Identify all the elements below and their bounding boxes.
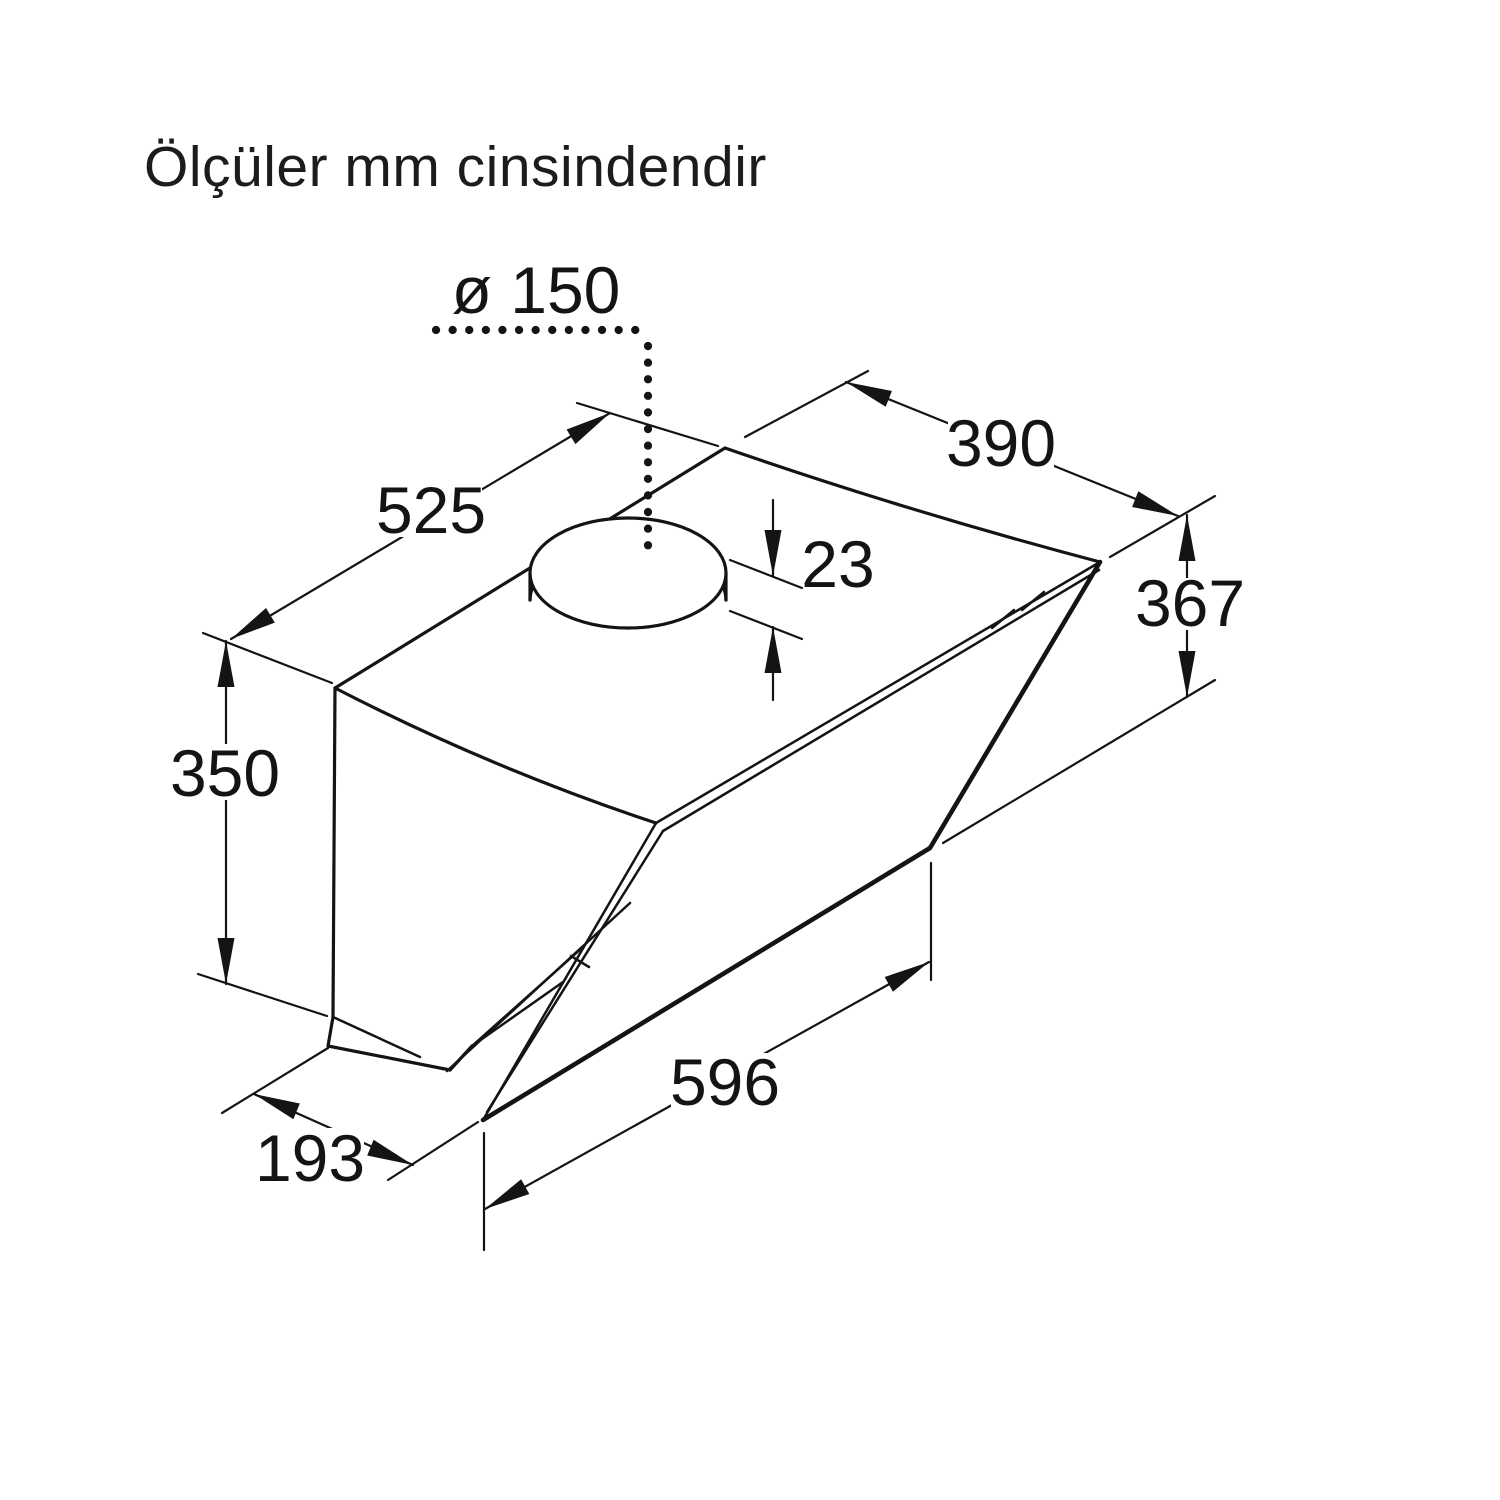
label-panel-width: 596	[669, 1045, 781, 1119]
arrow-350-top	[218, 641, 235, 687]
arrow-390-left	[846, 382, 892, 407]
arrow-596-right	[885, 962, 929, 992]
top-face-front-edge	[335, 688, 656, 823]
ext-rear-corner-for-390	[745, 371, 868, 437]
label-panel-drop: 367	[1134, 566, 1246, 640]
label-body-height: 350	[169, 736, 281, 810]
glass-front-panel	[483, 562, 1100, 1120]
arrow-367-top	[1179, 515, 1196, 561]
body-left-edge	[333, 688, 335, 1017]
hinge-tick-2	[1022, 592, 1044, 610]
glass-right-bottom-edge	[483, 562, 1100, 1120]
ext-glass-tip-diagonal	[388, 1122, 478, 1180]
duct-collar	[530, 518, 726, 628]
page-title: Ölçüler mm cinsindendir	[144, 135, 767, 199]
arrow-23-bottom	[765, 627, 782, 673]
arrow-596-left	[485, 1179, 529, 1209]
arrow-525-left	[231, 608, 275, 639]
glass-left-edge-inner	[487, 831, 663, 1112]
arrow-193-left	[254, 1094, 300, 1119]
arrow-23-top	[765, 530, 782, 576]
ext-collar-bottom	[730, 611, 802, 639]
arrow-390-right	[1132, 491, 1178, 516]
label-bottom-depth: 193	[254, 1121, 366, 1195]
arrow-350-bottom	[218, 938, 235, 984]
dimension-labels	[170, 253, 1245, 1195]
arrow-367-bottom	[1179, 651, 1196, 697]
label-top-width: 525	[375, 473, 487, 547]
ext-collar-top	[730, 560, 802, 588]
hinge-tick-1	[992, 610, 1014, 628]
glass-top-edge-inner	[663, 570, 1099, 831]
label-top-depth: 390	[945, 406, 1057, 480]
label-duct-diameter: ø 150	[451, 253, 621, 327]
ext-right-corner	[1110, 496, 1215, 557]
arrow-193-right	[367, 1140, 413, 1165]
label-collar-height: 23	[801, 527, 875, 601]
ext-bottom-left-corner	[198, 974, 327, 1016]
arrow-525-right	[567, 413, 610, 444]
duct-collar-top-rim	[530, 518, 726, 628]
